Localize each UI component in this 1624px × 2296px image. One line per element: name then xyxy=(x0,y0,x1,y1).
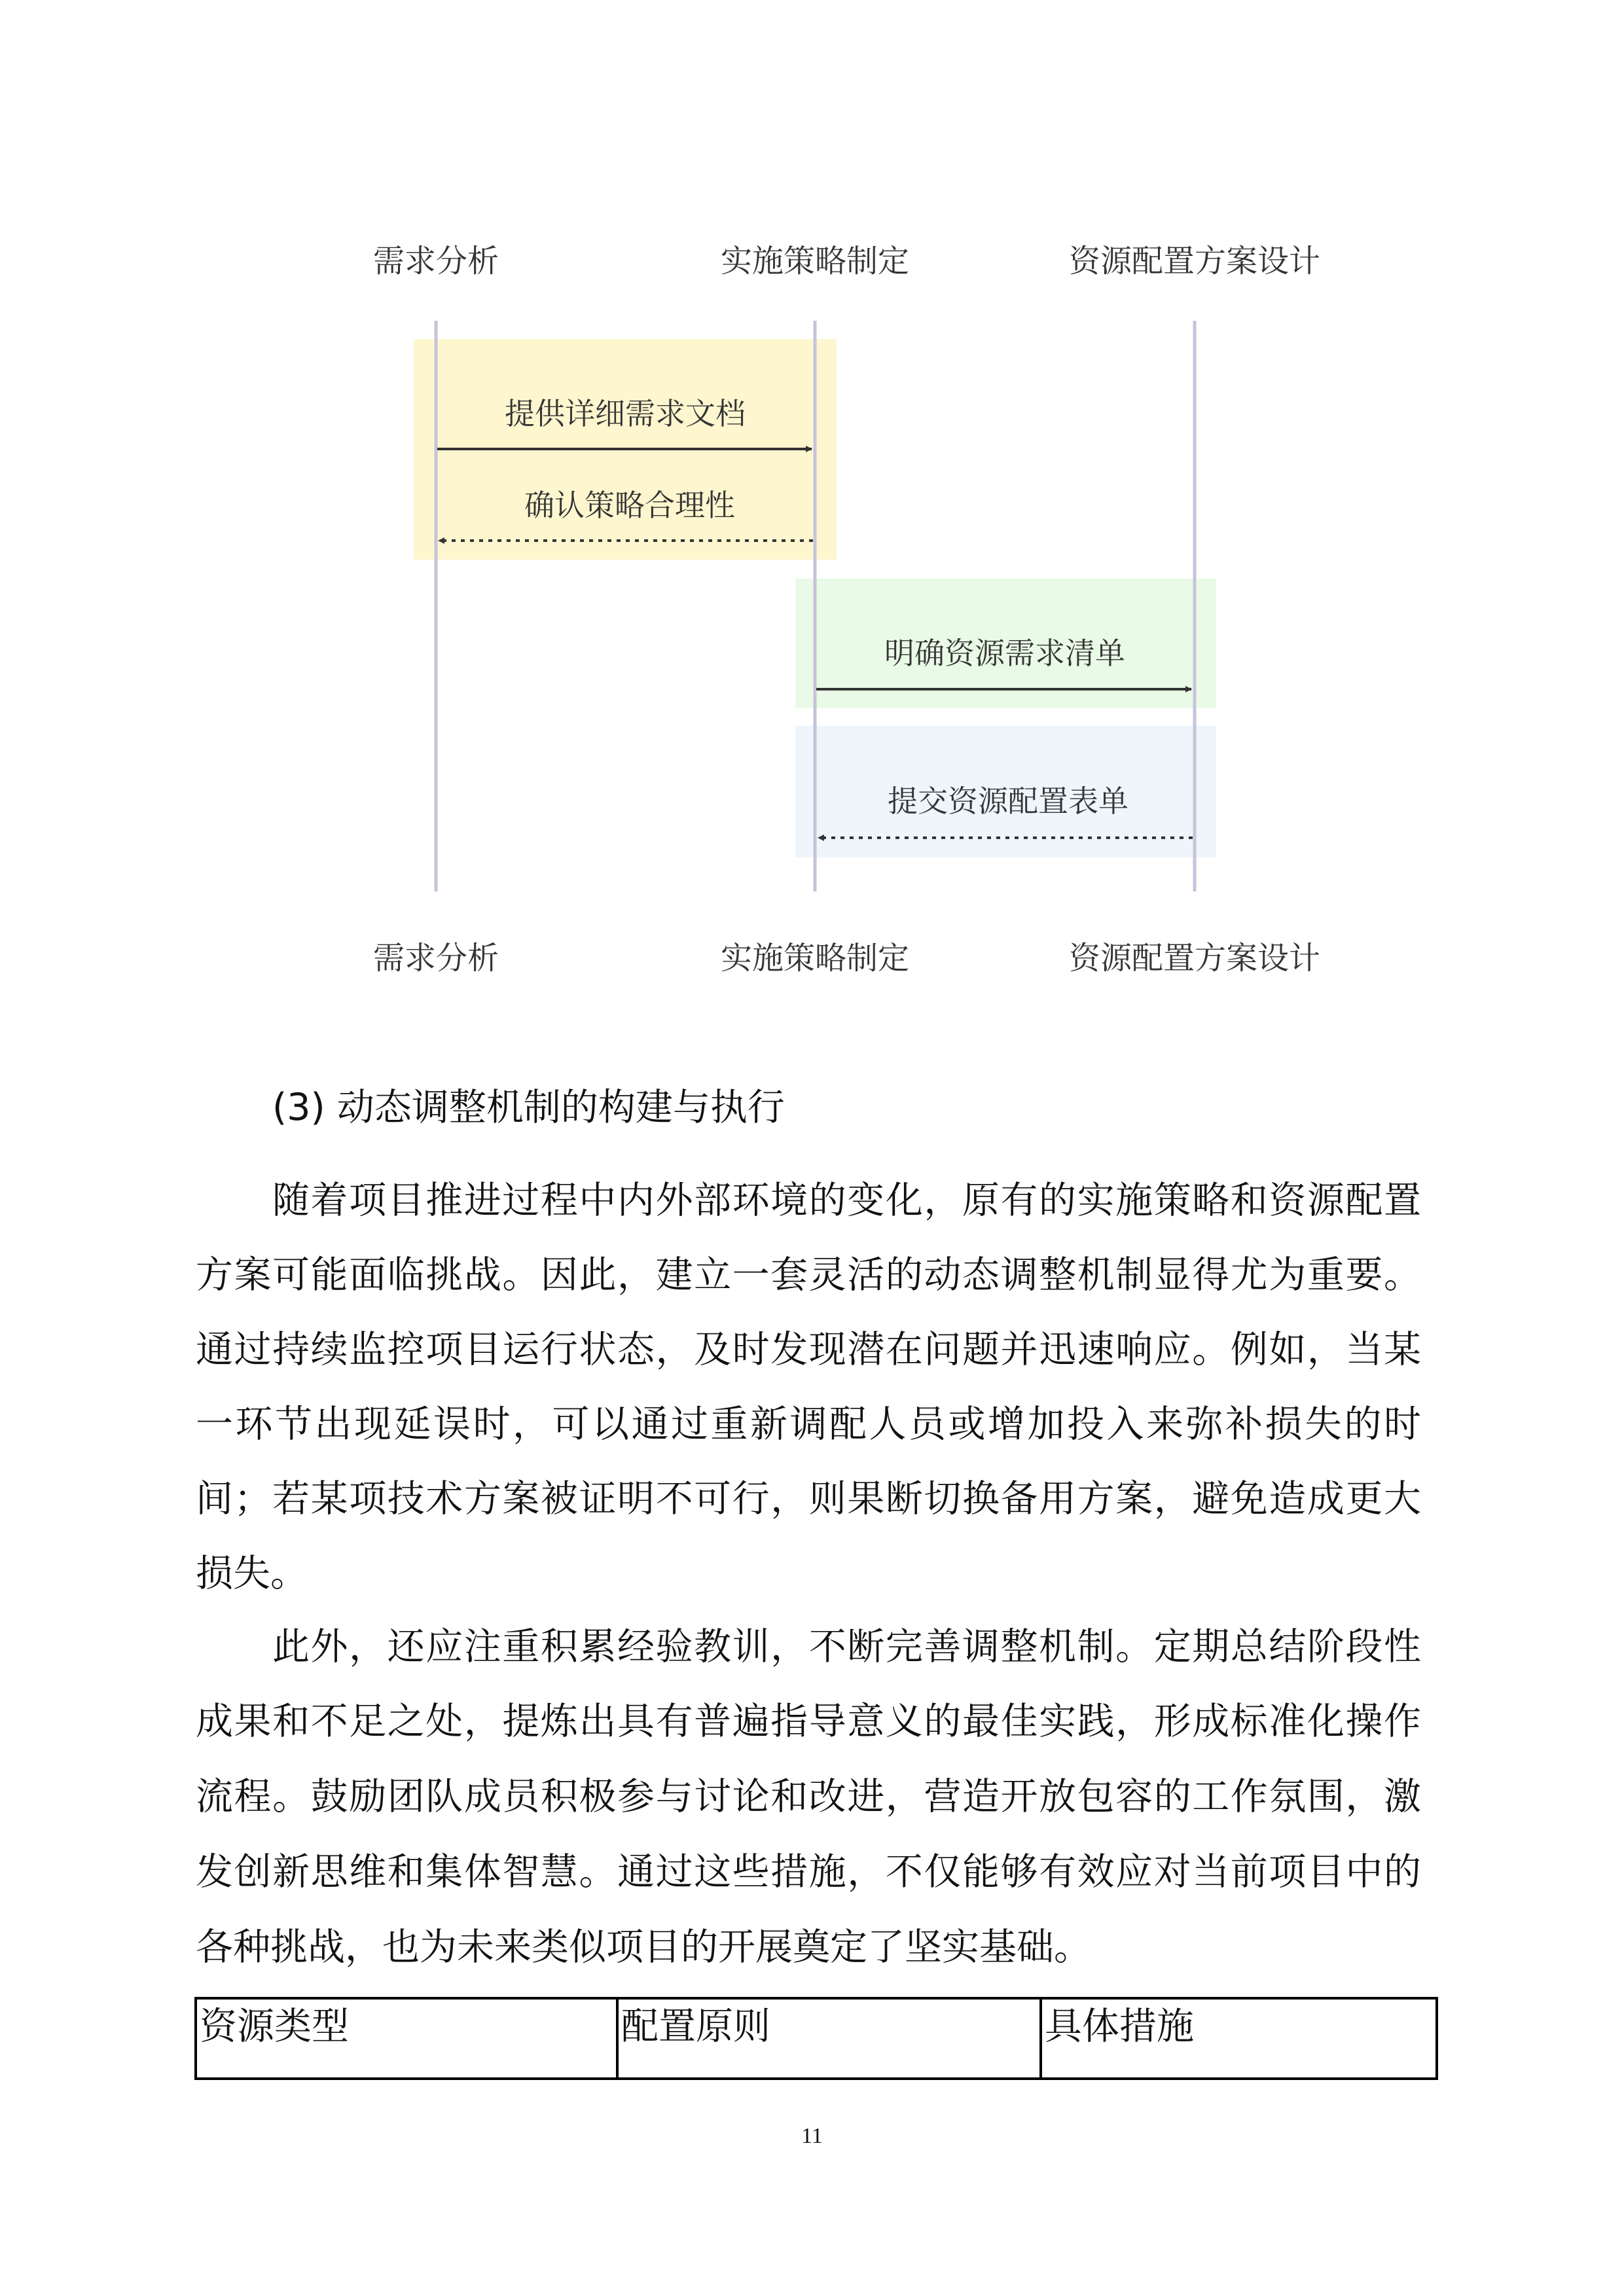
section-heading: (3) 动态调整机制的构建与执行 xyxy=(272,1086,785,1129)
paragraph-2-line: 各种挑战，也为未来类似项目的开展奠定了坚实基础。 xyxy=(196,1926,1091,1969)
message-label-3: 明确资源需求清单 xyxy=(884,636,1125,671)
paragraph-2-line: 此外，还应注重积累经验教训，不断完善调整机制。定期总结阶段性 xyxy=(272,1625,1421,1668)
table-header-cell: 具体措施 xyxy=(1041,1998,1437,2079)
message-label-2: 确认策略合理性 xyxy=(524,488,735,523)
participant-bottom-1: 需求分析 xyxy=(372,940,499,977)
paragraph-2-line: 发创新思维和集体智慧。通过这些措施，不仅能够有效应对当前项目中的 xyxy=(196,1850,1421,1893)
participant-bottom-3: 资源配置方案设计 xyxy=(1068,940,1321,977)
paragraph-1-line: 间；若某项技术方案被证明不可行，则果断切换备用方案，避免造成更大 xyxy=(196,1477,1421,1520)
table-header-cell: 配置原则 xyxy=(617,1998,1041,2079)
page-number: 11 xyxy=(801,2124,823,2148)
paragraph-1-line: 损失。 xyxy=(196,1552,308,1595)
resource-table xyxy=(194,1997,1438,2080)
paragraph-1-line: 随着项目推进过程中内外部环境的变化，原有的实施策略和资源配置 xyxy=(272,1179,1421,1222)
paragraph-1-line: 方案可能面临挑战。因此，建立一套灵活的动态调整机制显得尤为重要。 xyxy=(196,1253,1421,1297)
table-header-row xyxy=(196,1998,1437,2079)
participant-top-2: 实施策略制定 xyxy=(720,243,910,279)
paragraph-1-line: 通过持续监控项目运行状态，及时发现潜在问题并迅速响应。例如，当某 xyxy=(196,1328,1421,1371)
paragraph-2-line: 流程。鼓励团队成员积极参与讨论和改进，营造开放包容的工作氛围，激 xyxy=(196,1775,1421,1818)
paragraph-1-line: 一环节出现延误时，可以通过重新调配人员或增加投入来弥补损失的时 xyxy=(196,1403,1421,1446)
sequence-diagram xyxy=(0,0,1624,1021)
paragraph-2-line: 成果和不足之处，提炼出具有普遍指导意义的最佳实践，形成标准化操作 xyxy=(196,1700,1421,1743)
participant-top-1: 需求分析 xyxy=(372,243,499,279)
participant-top-3: 资源配置方案设计 xyxy=(1068,243,1321,279)
table-header-cell: 资源类型 xyxy=(196,1998,617,2079)
message-label-1: 提供详细需求文档 xyxy=(505,396,746,431)
message-label-4: 提交资源配置表单 xyxy=(888,783,1128,819)
participant-bottom-2: 实施策略制定 xyxy=(720,940,910,977)
